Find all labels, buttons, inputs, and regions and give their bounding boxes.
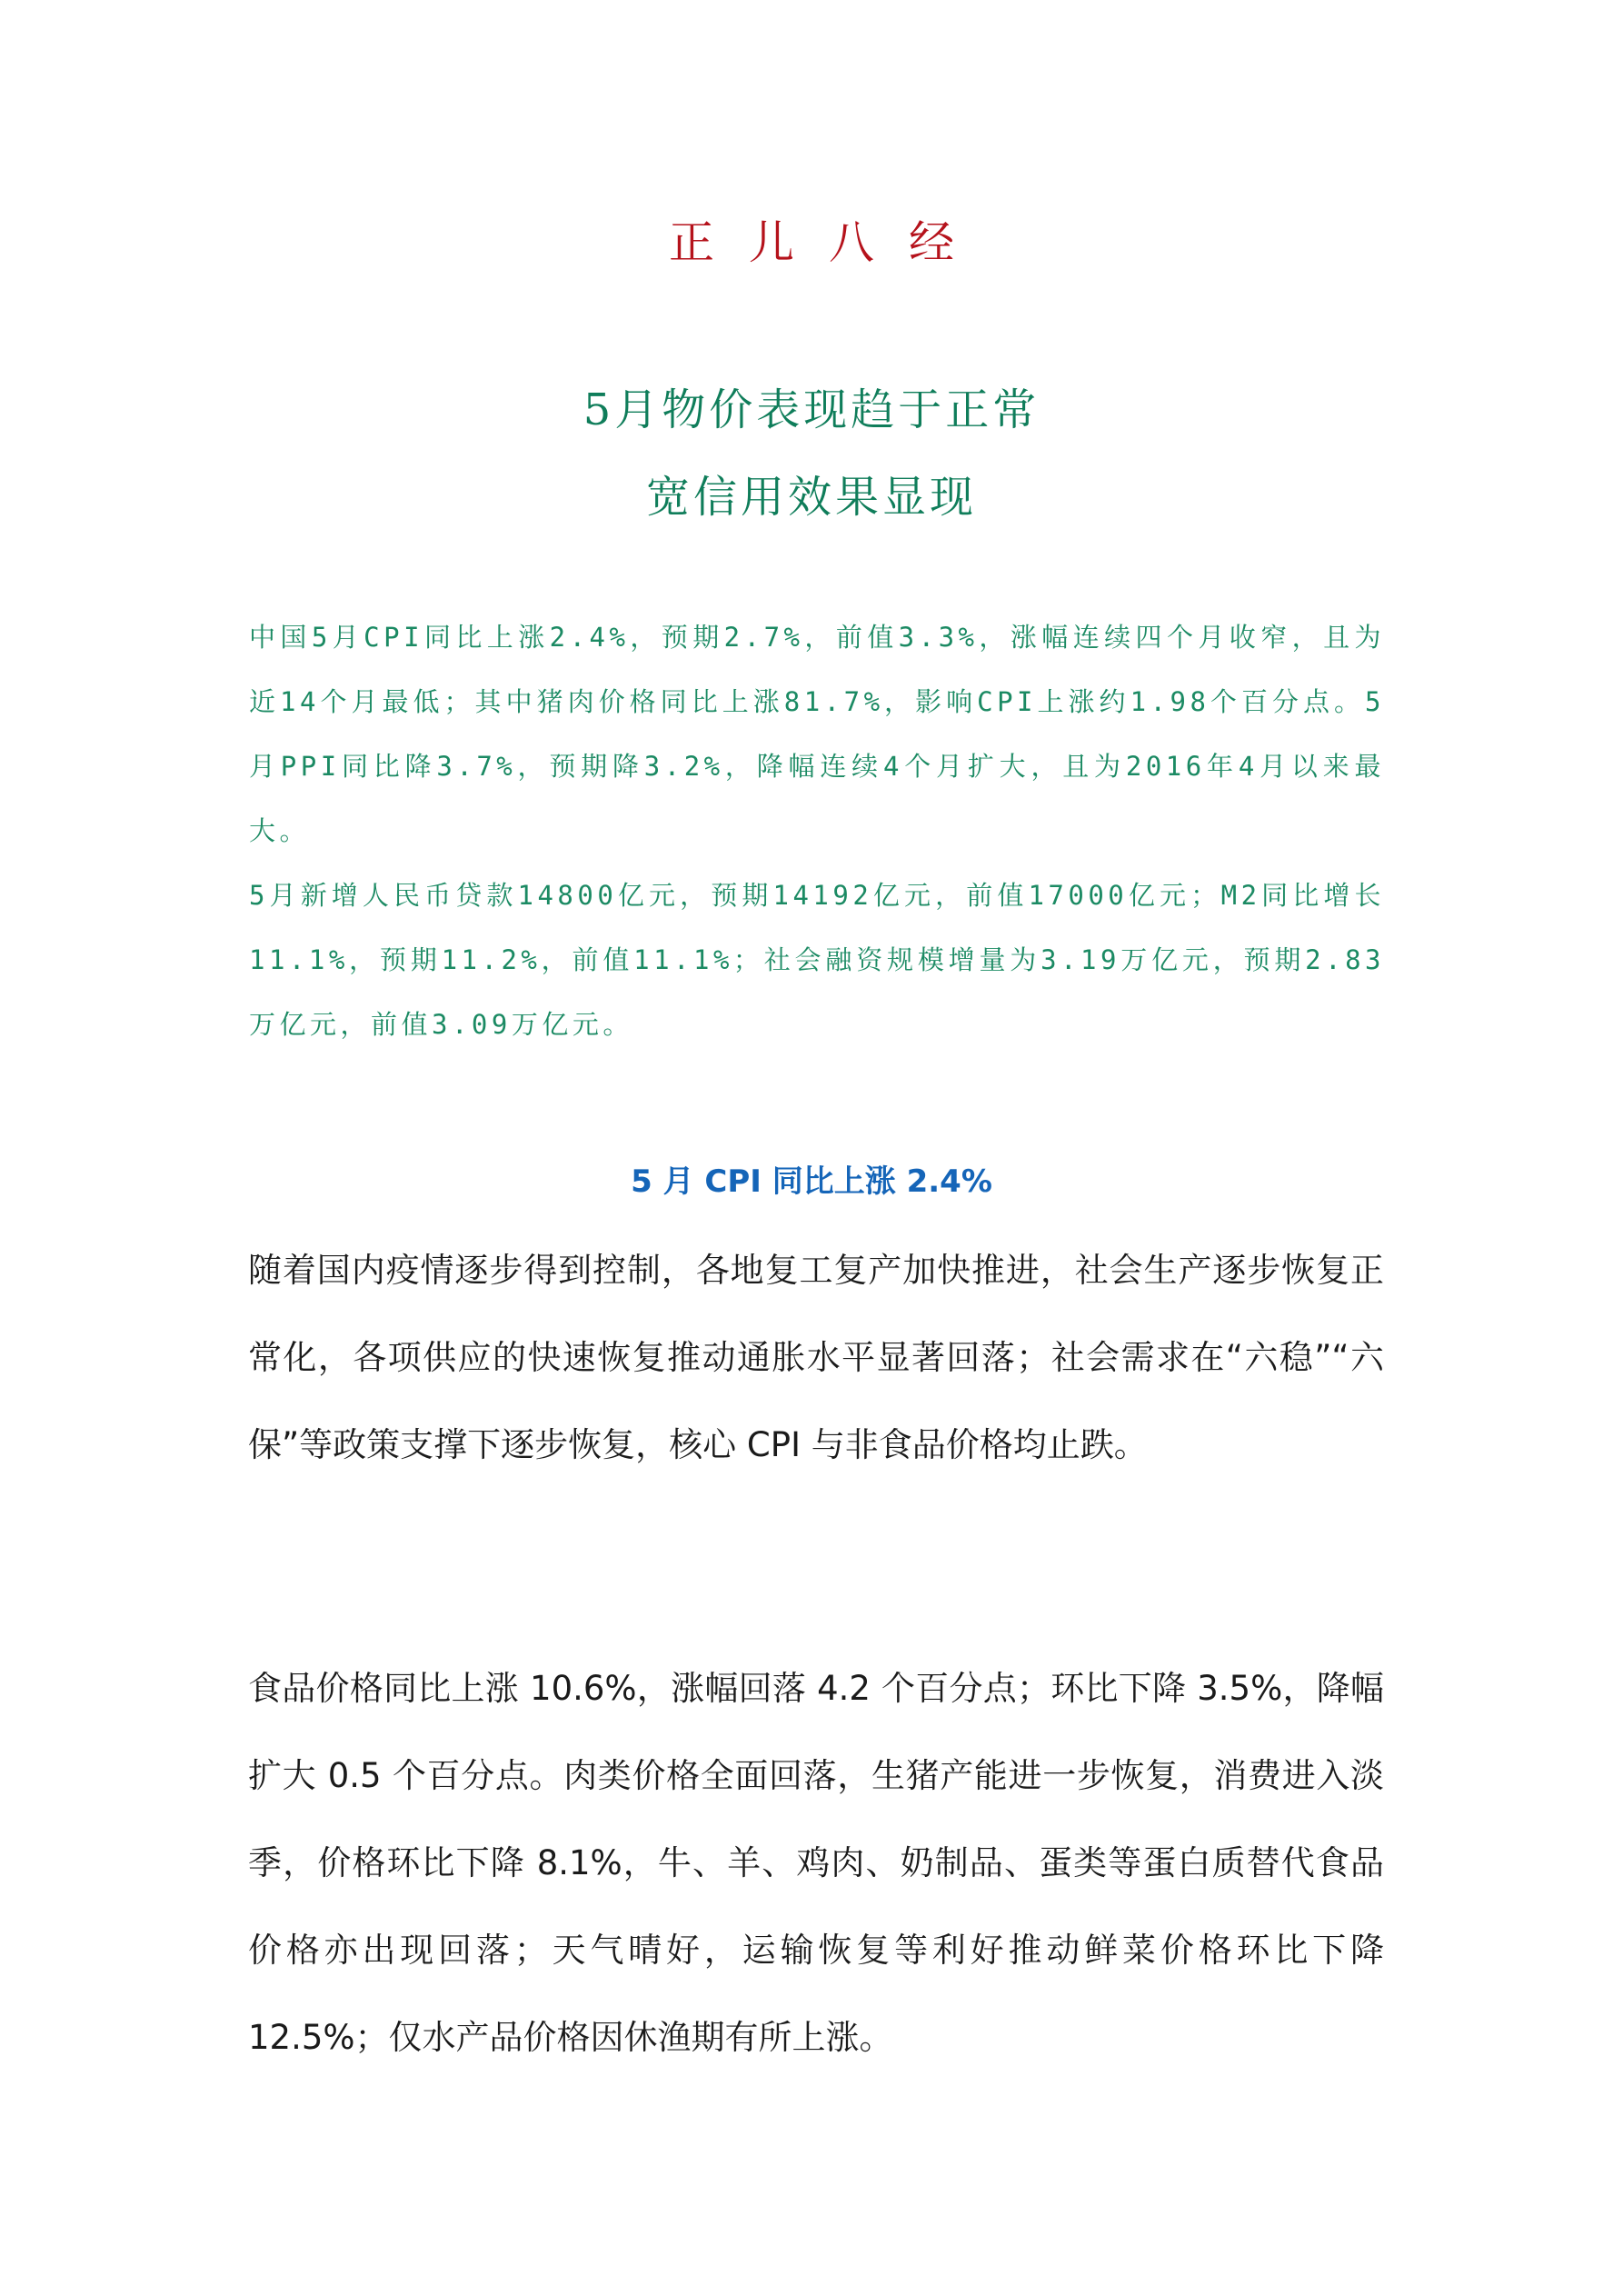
article-title-line-1: 5月物价表现趋于正常 bbox=[582, 384, 1041, 435]
article-title-line-2: 宽信用效果显现 bbox=[645, 472, 977, 523]
body-paragraph: 食品价格同比上涨 10.6%，涨幅回落 4.2 个百分点；环比下降 3.5%，降幅扩大 0.5 个百分点。肉类价格全面回落，生猪产能进一步恢复，消费进入淡季，价格环比下降 8.1%，牛、羊、鸡肉、奶制品、蛋类等蛋白质替代食品价格亦出现回落；天气晴好，运输恢复等利好推动鲜菜价格环比下降 12.5%；仅水产品价格因休渔期有所上涨。 bbox=[248, 1669, 1384, 2057]
section-heading: 5 月 CPI 同比上涨 2.4% bbox=[631, 1163, 992, 1200]
summary-paragraph-credit: 5月新增人民币贷款14800亿元，预期14192亿元，前值17000亿元；M2同比增长11.1%，预期11.2%，前值11.1%；社会融资规模增量为3.19万亿元，预期2.83万亿元，前值3.09万亿元。 bbox=[249, 880, 1385, 1040]
body-paragraph: 随着国内疫情逐步得到控制，各地复工复产加快推进，社会生产逐步恢复正常化，各项供应的快速恢复推动通胀水平显著回落；社会需求在“六稳”“六保”等政策支撑下逐步恢复，核心 CPI 与非食品价格均止跌。 bbox=[248, 1251, 1384, 1464]
summary-paragraph-cpi-ppi: 中国5月CPI同比上涨2.4%，预期2.7%，前值3.3%，涨幅连续四个月收窄，且为近14个月最低；其中猪肉价格同比上涨81.7%，影响CPI上涨约1.98个百分点。5月PPI同比降3.7%，预期降3.2%，降幅连续4个月扩大，且为2016年4月以来最大。 bbox=[249, 622, 1385, 846]
brand-title: 正儿八经 bbox=[669, 216, 989, 269]
